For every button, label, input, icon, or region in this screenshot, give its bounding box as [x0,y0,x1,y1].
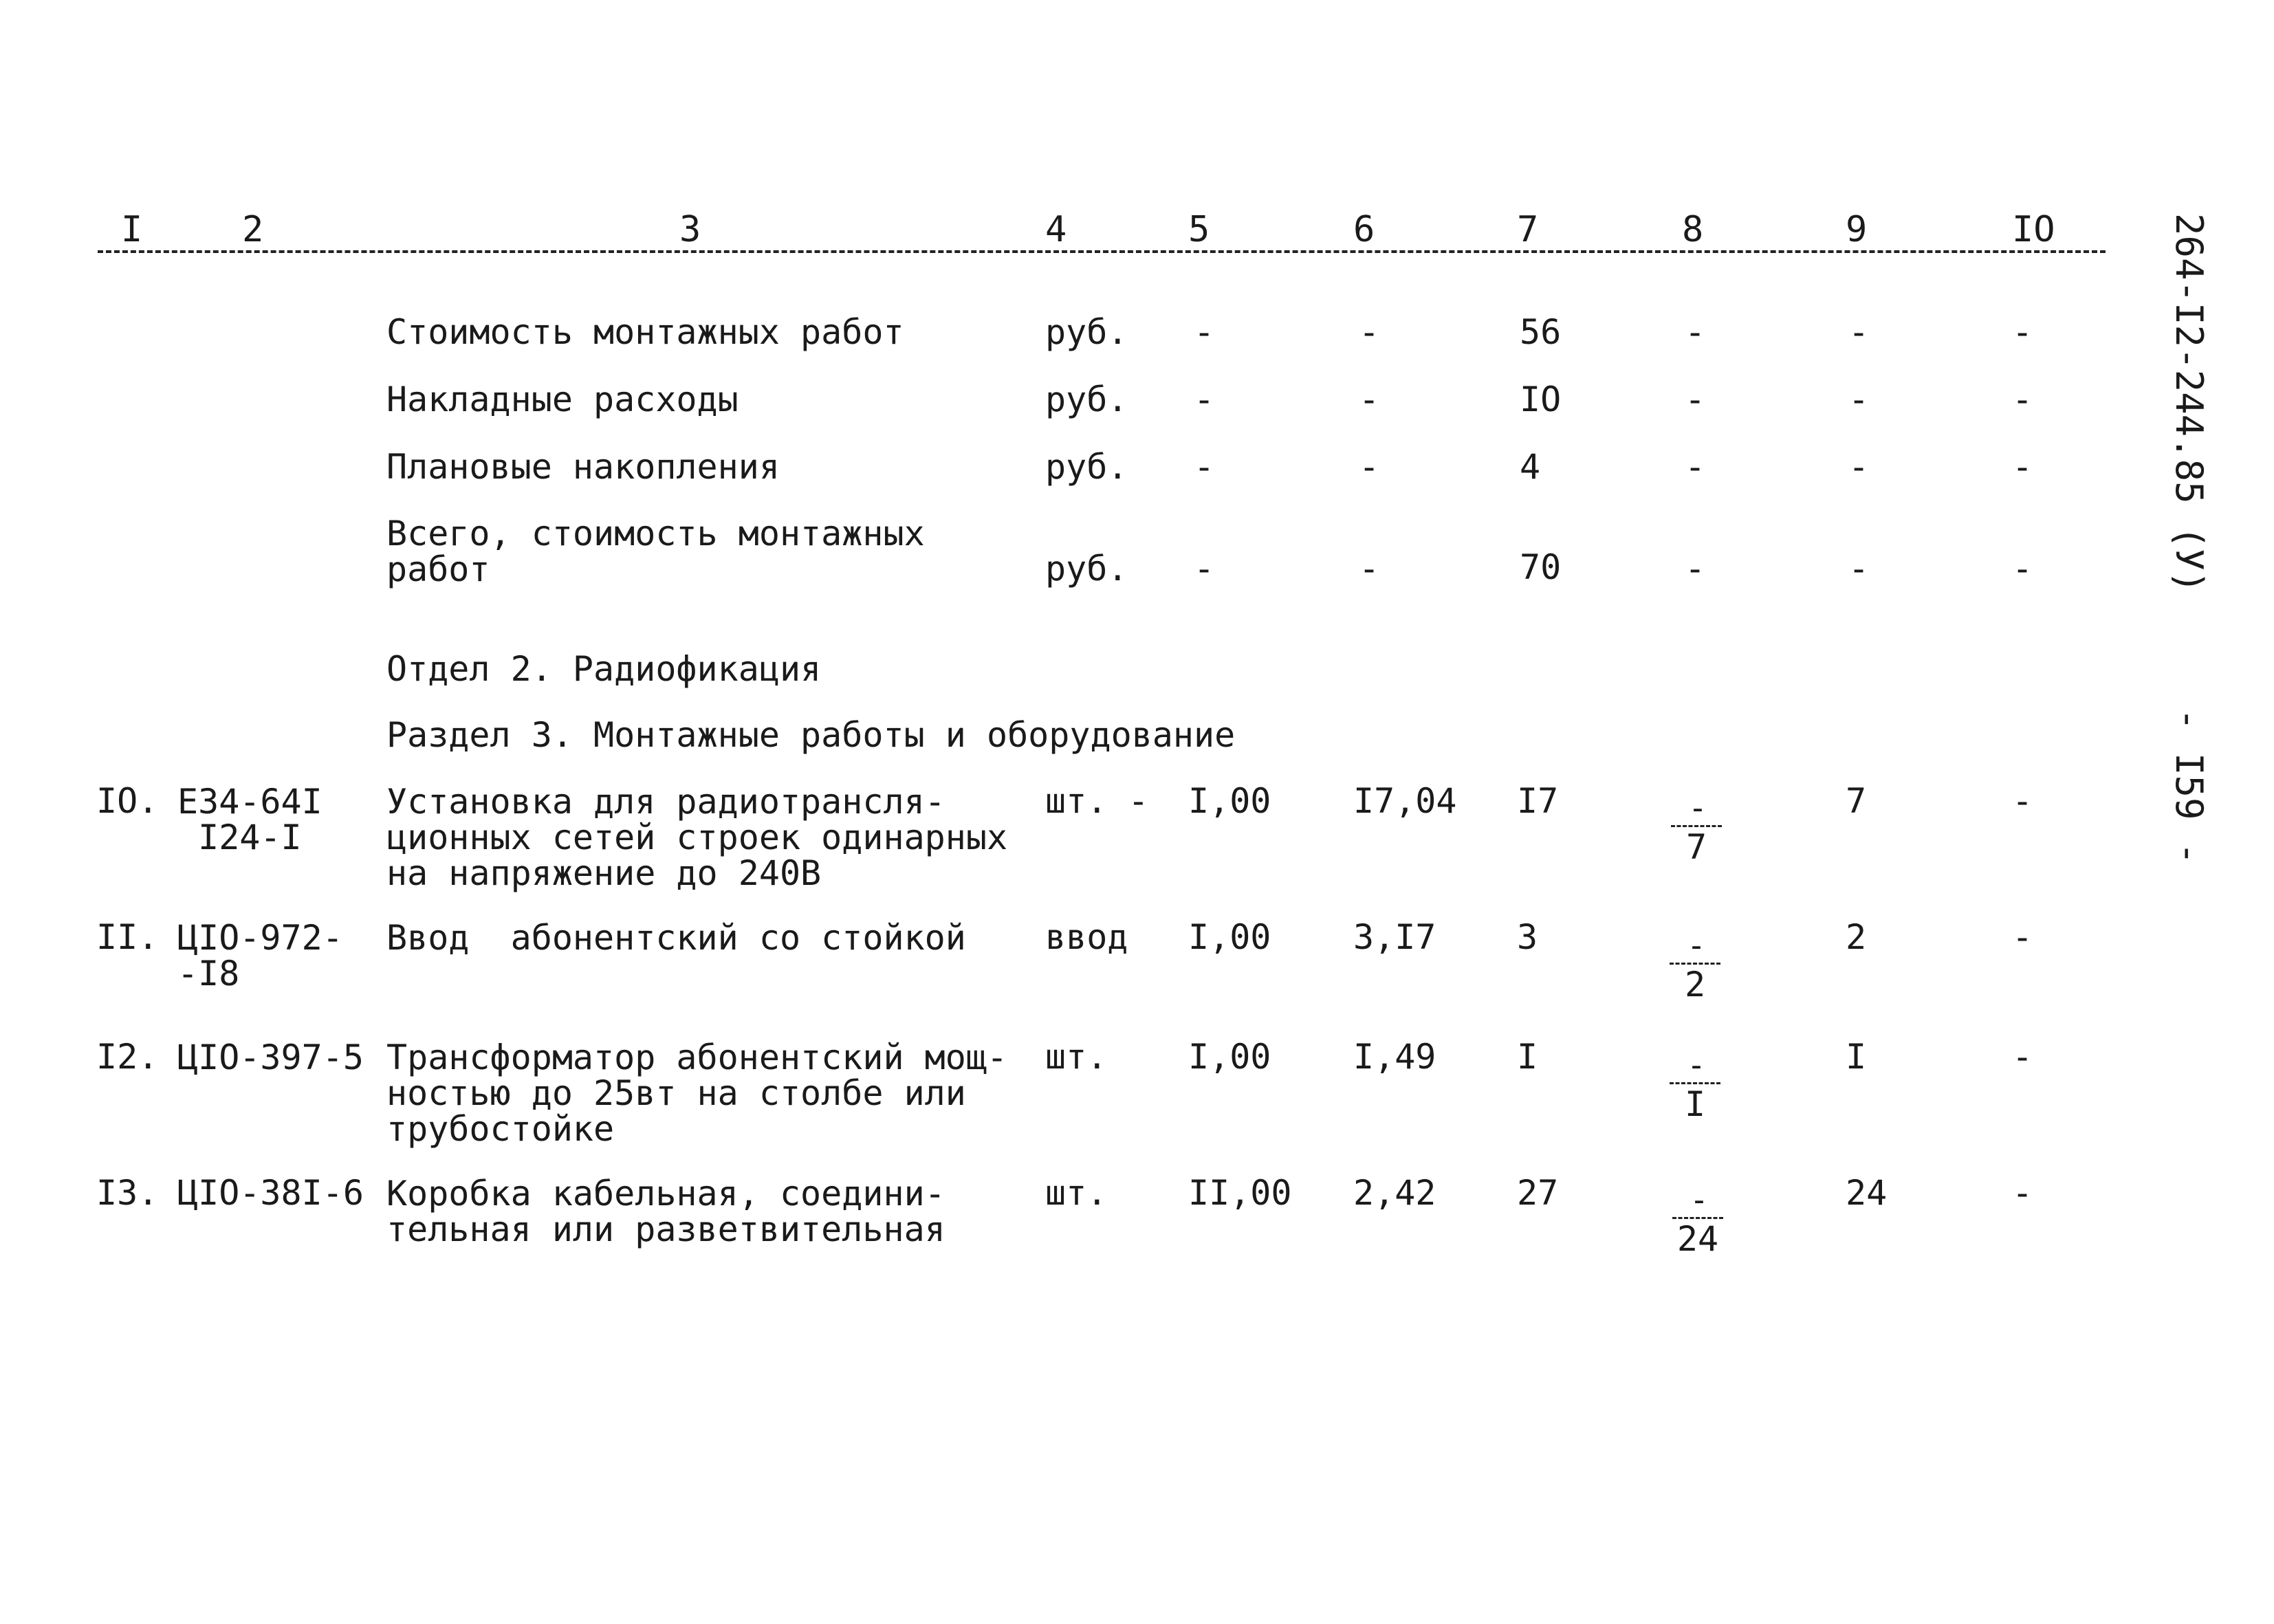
unit-cell: руб. [1045,549,1128,589]
summary-label: Накладные расходы [386,380,739,419]
cell-col9: - [1848,447,1870,487]
price-cell: I,49 [1353,1037,1436,1077]
subsection-heading: Раздел 3. Монтажные работы и оборудование [386,715,1236,755]
price-cell: I7,04 [1353,781,1457,821]
column-header-8: 8 [1682,209,1704,250]
cell-col7: IO [1520,380,1562,419]
fraction-numerator: - [1687,1046,1703,1084]
cell-col10: - [2012,549,2033,589]
cell-col5: - [1194,549,1215,589]
item-description: Ввод абонентский со стойкой [386,918,966,958]
cell-col10: - [2012,1037,2033,1077]
cell-col9: - [1848,312,1870,352]
column-header-10: IO [2012,209,2055,250]
cell-col5: - [1194,312,1215,352]
cell-col10: - [2012,447,2033,487]
item-description: Установка для радиотрансля- ционных сетей строек одинарных на напряжение до 240В [386,782,1008,893]
fraction-cell [1664,927,1726,1005]
cell-col5: - [1194,447,1215,487]
cell-col9: - [1848,549,1870,589]
unit-cell: ввод [1045,917,1128,957]
fraction-cell [1664,1046,1726,1124]
column-header-9: 9 [1846,209,1868,250]
unit-cell: руб. [1045,312,1128,352]
unit-cell: шт. - [1045,781,1149,821]
item-description: Коробка кабельная, соедини- тельная или разветвительная [386,1174,945,1249]
cell-col9: 24 [1846,1173,1888,1213]
cell-col6: - [1359,312,1380,352]
row-number: I3. [96,1173,159,1213]
total-cell: I7 [1517,781,1559,821]
row-number: II. [96,917,159,957]
cell-col9: 2 [1846,917,1867,957]
row-number: IO. [96,781,159,821]
summary-label: Стоимость монтажных работ [386,312,904,352]
summary-label: Всего, стоимость монтажных работ [386,514,925,589]
column-header-1: I [121,209,143,250]
fraction-cell [1667,1181,1729,1259]
column-header-6: 6 [1353,209,1375,250]
cell-col8: - [1685,312,1706,352]
cell-col5: - [1194,380,1215,419]
fraction-numerator: - [1690,1181,1706,1218]
quantity-cell: I,00 [1188,781,1271,821]
quantity-cell: I,00 [1188,917,1271,957]
cell-col8: - [1685,380,1706,419]
cell-col6: - [1359,549,1380,589]
section-heading: Отдел 2. Радиофикация [386,649,822,689]
cell-col7: 4 [1520,447,1541,487]
cell-col8: - [1685,549,1706,589]
fraction-cell [1665,789,1727,867]
fraction-denominator: 7 [1685,827,1707,867]
document-code: 264-I2-244.85 (У) [2167,213,2211,593]
unit-cell: руб. [1045,380,1128,419]
header-divider [98,250,2106,253]
fraction-denominator: 2 [1684,965,1706,1005]
item-description: Трансформатор абонентский мощ- ностью до 25вт на столбе или трубостойке [386,1038,1008,1149]
unit-cell: руб. [1045,447,1128,487]
column-header-3: 3 [679,209,701,250]
cell-col6: - [1359,380,1380,419]
column-header-2: 2 [242,209,264,250]
cell-col7: 70 [1520,547,1562,587]
item-code: ЦIO-397-5 [177,1038,364,1077]
fraction-denominator: 24 [1676,1219,1719,1259]
row-number: I2. [96,1037,159,1077]
item-code: E34-64I I24-I [177,782,322,857]
fraction-numerator: - [1688,789,1705,826]
item-code: ЦIO-38I-6 [177,1173,364,1213]
cell-col10: - [2012,1173,2033,1213]
quantity-cell: I,00 [1188,1037,1271,1077]
cell-col8: - [1685,447,1706,487]
cell-col9: I [1846,1037,1867,1077]
total-cell: 3 [1517,917,1538,957]
unit-cell: шт. [1045,1173,1108,1213]
cell-col9: 7 [1846,781,1867,821]
column-header-5: 5 [1188,209,1210,250]
cell-col10: - [2012,917,2033,957]
item-code: ЦIO-972- -I8 [177,918,343,994]
cell-col9: - [1848,380,1870,419]
summary-label: Плановые накопления [386,447,780,487]
price-cell: 2,42 [1353,1173,1436,1213]
fraction-denominator: I [1684,1084,1706,1124]
cell-col7: 56 [1520,312,1562,352]
total-cell: 27 [1517,1173,1559,1213]
column-header-7: 7 [1517,209,1539,250]
total-cell: I [1517,1037,1538,1077]
price-cell: 3,I7 [1353,917,1436,957]
page-number: - I59 - [2167,708,2211,865]
fraction-numerator: - [1687,927,1703,964]
column-header-4: 4 [1045,209,1067,250]
unit-cell: шт. [1045,1037,1108,1077]
cell-col6: - [1359,447,1380,487]
cell-col10: - [2012,312,2033,352]
quantity-cell: II,00 [1188,1173,1292,1213]
cell-col10: - [2012,380,2033,419]
cell-col10: - [2012,781,2033,821]
